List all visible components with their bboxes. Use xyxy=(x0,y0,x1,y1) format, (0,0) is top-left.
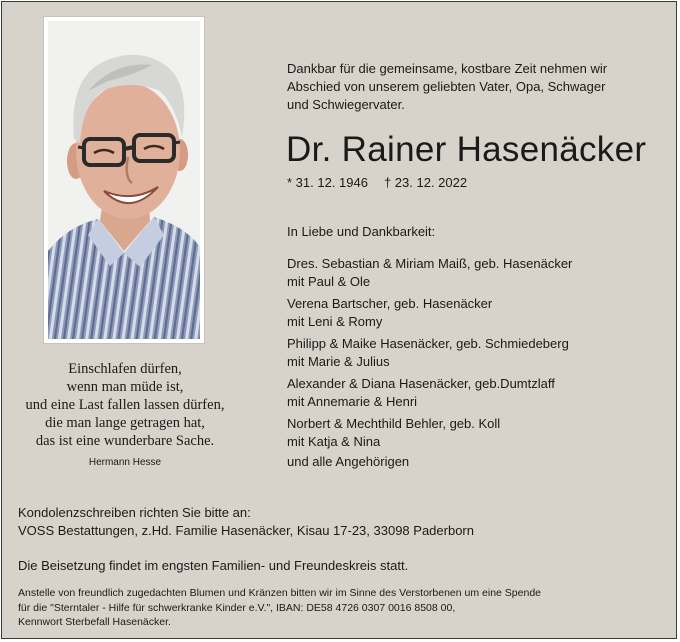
intro-line: Dankbar für die gemeinsame, kostbare Zeit nehmen wir xyxy=(287,61,608,76)
deceased-name: Dr. Rainer Hasenäcker xyxy=(286,130,647,169)
portrait-illustration xyxy=(48,21,200,339)
mourner-children: mit Annemarie & Henri xyxy=(287,394,418,409)
mourner-children: mit Paul & Ole xyxy=(287,274,371,289)
mourner-children: mit Katja & Nina xyxy=(287,434,381,449)
donation-notice xyxy=(18,586,678,630)
life-dates xyxy=(287,175,467,190)
poem-line: Einschlafen dürfen, xyxy=(68,361,182,377)
mourners-list xyxy=(287,255,672,455)
poem-line: wenn man müde ist, xyxy=(66,379,184,395)
mourner-names: Alexander & Diana Hasenäcker, geb.Dumtzlaff xyxy=(287,376,555,391)
mourner-children: mit Leni & Romy xyxy=(287,314,383,329)
mourner-names: Verena Bartscher, geb. Hasenäcker xyxy=(287,296,493,311)
donation-line: Anstelle von freundlich zugedachten Blumen und Kränzen bitten wir im Sinne des Verstorbenen um eine Spende xyxy=(18,587,541,599)
poem-line: und eine Last fallen lassen dürfen, xyxy=(25,397,225,413)
mourner-entry xyxy=(287,415,672,451)
poem-author: Hermann Hesse xyxy=(88,457,162,468)
mourner-entry xyxy=(287,375,672,411)
mourner-names: Philipp & Maike Hasenäcker, geb. Schmiedeberg xyxy=(287,336,569,351)
condolence-line: VOSS Bestattungen, z.Hd. Familie Hasenäcker, Kisau 17-23, 33098 Paderborn xyxy=(18,523,474,538)
mourner-entry xyxy=(287,335,672,371)
love-line: In Liebe und Dankbarkeit: xyxy=(287,224,436,239)
portrait-photo xyxy=(48,21,200,339)
burial-notice: Die Beisetzung findet im engsten Familien- und Freundeskreis statt. xyxy=(18,558,409,573)
intro-text xyxy=(287,60,667,114)
poem-line: die man lange getragen hat, xyxy=(45,415,205,431)
mourner-names: Norbert & Mechthild Behler, geb. Koll xyxy=(287,416,501,431)
condolence-address xyxy=(18,504,474,540)
mourner-names: Dres. Sebastian & Miriam Maiß, geb. Hasenäcker xyxy=(287,256,573,271)
mourner-entry xyxy=(287,255,672,291)
intro-line: und Schwiegervater. xyxy=(287,97,405,112)
other-relatives: und alle Angehörigen xyxy=(287,454,410,469)
poem-line: das ist eine wunderbare Sache. xyxy=(35,433,215,449)
mourner-entry xyxy=(287,295,672,331)
intro-line: Abschied von unserem geliebten Vater, Opa, Schwager xyxy=(287,79,606,94)
obituary-card xyxy=(1,1,677,639)
donation-line: Kennwort Sterbefall Hasenäcker. xyxy=(18,616,171,628)
birth-date: * 31. 12. 1946 xyxy=(287,175,368,190)
condolence-line: Kondolenzschreiben richten Sie bitte an: xyxy=(18,505,251,520)
portrait-frame xyxy=(44,17,204,343)
poem xyxy=(2,360,248,450)
death-date: † 23. 12. 2022 xyxy=(383,175,468,190)
mourner-children: mit Marie & Julius xyxy=(287,354,390,369)
donation-line: für die "Sterntaler - Hilfe für schwerkranke Kinder e.V.", IBAN: DE58 4726 0307 0016 8508 00, xyxy=(18,601,456,614)
